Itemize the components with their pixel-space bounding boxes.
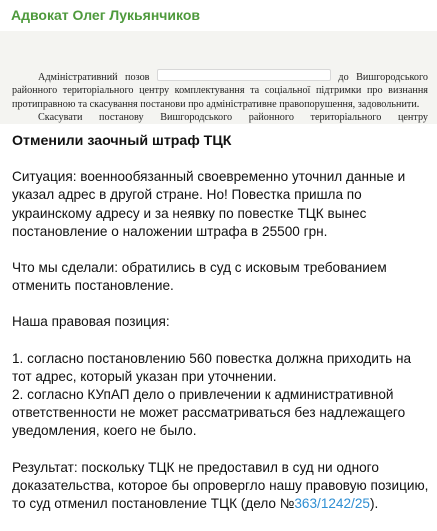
document-photo[interactable] (0, 31, 437, 124)
post-title: Отменили заочный штраф ТЦК (12, 133, 232, 149)
action-paragraph: Что мы сделали: обратились в суд с исковым требованием отменить постановление. (12, 260, 387, 294)
document-paragraph-1: Адміністративний позов до Вишгородського районного територіального центру комплектування та соціальної підтримки про визнання протиправною та скасування постанови про адміністративне правопорушення, задовольнити. (12, 69, 428, 111)
redaction-block (157, 69, 331, 81)
document-paragraph-2: Скасувати постанову Вишгородського районного територіального центру (12, 111, 428, 124)
situation-paragraph: Ситуация: военнообязанный своевременно уточнил данные и указал адрес в другой стране. Но! Повестка пришла по украинскому адресу и за неявку по повестке ТЦК вынес постановление о наложении штрафа в 25500 грн. (12, 169, 406, 239)
message-text (12, 132, 430, 531)
document-text (12, 69, 428, 124)
legal-position (12, 313, 430, 331)
case-number-link[interactable]: 363/1242/25 (294, 496, 370, 512)
point-2: 2. согласно КУпАП дело о привлечении к административной ответственности не может рассматриваться без надлежащего уведомления, коего не было. (12, 387, 406, 439)
points-paragraph (12, 350, 430, 441)
result-paragraph: Результат: поскольку ТЦК не предоставил в суд ни одного доказательства, которое бы опровергло нашу правовую позицию, то суд отменил постановление ТЦК (дело №363/1242/25). (12, 459, 429, 512)
position-heading: Наша правовая позиция: (12, 314, 170, 330)
point-1: 1. согласно постановлению 560 повестка должна приходить на тот адрес, который указан при уточнении. (12, 350, 412, 384)
channel-name[interactable]: Адвокат Олег Лукьянчиков (11, 7, 200, 23)
